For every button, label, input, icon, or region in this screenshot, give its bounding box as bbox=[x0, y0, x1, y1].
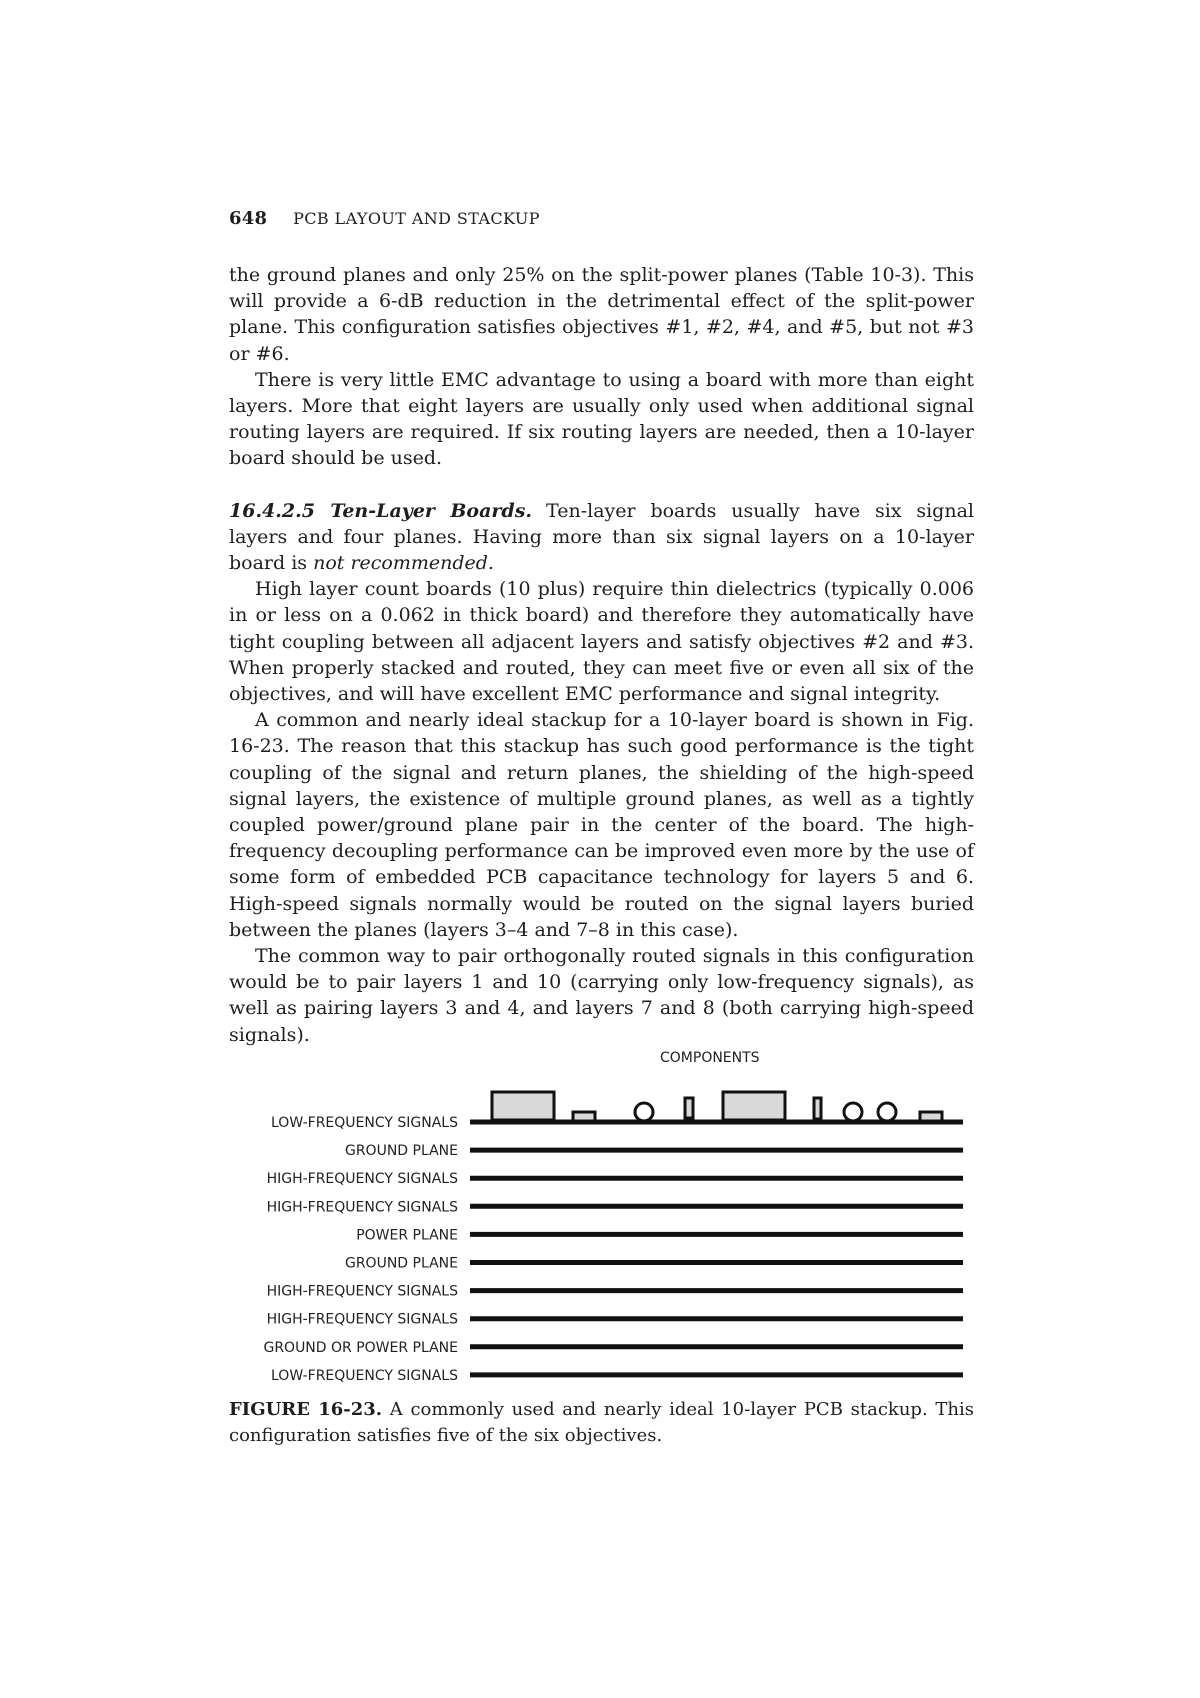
figure-caption bbox=[229, 1397, 974, 1449]
body-text bbox=[229, 262, 974, 1048]
page-number: 648 bbox=[229, 208, 268, 229]
layer-label-10: LOW-FREQUENCY SIGNALS bbox=[271, 1367, 458, 1384]
stackup-figure bbox=[230, 1050, 976, 1390]
layer-label-2: GROUND PLANE bbox=[344, 1143, 458, 1160]
layer-label-6: GROUND PLANE bbox=[344, 1255, 458, 1272]
component-large-rect-1 bbox=[492, 1092, 554, 1120]
layers-group bbox=[263, 1115, 963, 1384]
layer-label-7: HIGH-FREQUENCY SIGNALS bbox=[266, 1283, 458, 1300]
component-circle-3 bbox=[878, 1103, 896, 1121]
paragraph-continuation: the ground planes and only 25% on the split-power planes (Table 10-3). This will provide a 6-dB reduction in the detrimental effect of the split-power plane. This configuration satisfies objectives #1, #2, #4, and #5, but not #3 or #6. bbox=[229, 264, 974, 365]
layer-label-1: LOW-FREQUENCY SIGNALS bbox=[271, 1115, 458, 1131]
components-group bbox=[492, 1092, 942, 1121]
running-head bbox=[229, 208, 540, 229]
emphasis-not-recommended: not recommended. bbox=[313, 552, 494, 575]
section-intro-text: Ten-layer boards usually have six signal layers and four planes. Having more than six signal layers on a 10-layer board is bbox=[229, 499, 974, 575]
component-circle-1 bbox=[635, 1103, 653, 1121]
stackup-diagram bbox=[230, 1050, 976, 1390]
component-vertical-rect-1 bbox=[685, 1098, 693, 1118]
caption-text: A commonly used and nearly ideal 10-layer PCB stackup. This configuration satisfies five of the six objectives. bbox=[229, 1399, 974, 1446]
paragraph-common-stackup: A common and nearly ideal stackup for a 10-layer board is shown in Fig. 16-23. The reason that this stackup has such good performance is the tight coupling of the signal and return planes, the shielding of the high-speed signal layers, the existence of multiple ground planes, as well as a tightly coupled power/ground plane pair in the center of the board. The high-frequency decoupling performance can be improved even more by the use of some form of embedded PCB capacitance technology for layers 5 and 6. High-speed signals normally would be routed on the signal layers buried between the planes (layers 3–4 and 7–8 in this case). bbox=[229, 709, 974, 941]
layer-label-5: POWER PLANE bbox=[356, 1227, 458, 1244]
component-large-rect-2 bbox=[723, 1092, 785, 1120]
paragraph-emc-advantage: There is very little EMC advantage to using a board with more than eight layers. More that eight layers are usually only used when additional signal routing layers are required. If six routing layers are needed, then a 10-layer board should be used. bbox=[229, 368, 974, 470]
paragraph-high-layer-count: High layer count boards (10 plus) require thin dielectrics (typically 0.006 in or less on a 0.062 in thick board) and therefore they automatically have tight coupling between all adjacent layers and satisfy objectives #2 and #3. When properly stacked and routed, they can meet five or even all six of the objectives, and will have excellent EMC performance and signal integrity. bbox=[229, 578, 974, 706]
component-vertical-rect-2 bbox=[814, 1098, 821, 1119]
paragraph-routing-pairs: The common way to pair orthogonally routed signals in this configuration would be to pair layers 1 and 10 (carrying only low-frequency signals), as well as pairing layers 3 and 4, and layers 7 and 8 (both carrying high-speed signals). bbox=[229, 945, 974, 1046]
figure-number: FIGURE 16-23. bbox=[229, 1399, 383, 1420]
component-circle-2 bbox=[844, 1103, 862, 1121]
layer-label-3: HIGH-FREQUENCY SIGNALS bbox=[266, 1171, 458, 1188]
components-label: COMPONENTS bbox=[660, 1050, 760, 1066]
layer-label-9: GROUND OR POWER PLANE bbox=[263, 1339, 458, 1356]
layer-label-8: HIGH-FREQUENCY SIGNALS bbox=[266, 1311, 458, 1328]
section-heading: 16.4.2.5 Ten-Layer Boards. bbox=[229, 499, 533, 522]
section-ten-layer-boards bbox=[229, 498, 974, 577]
running-title: PCB LAYOUT AND STACKUP bbox=[293, 209, 540, 228]
layer-label-4: HIGH-FREQUENCY SIGNALS bbox=[266, 1199, 458, 1216]
